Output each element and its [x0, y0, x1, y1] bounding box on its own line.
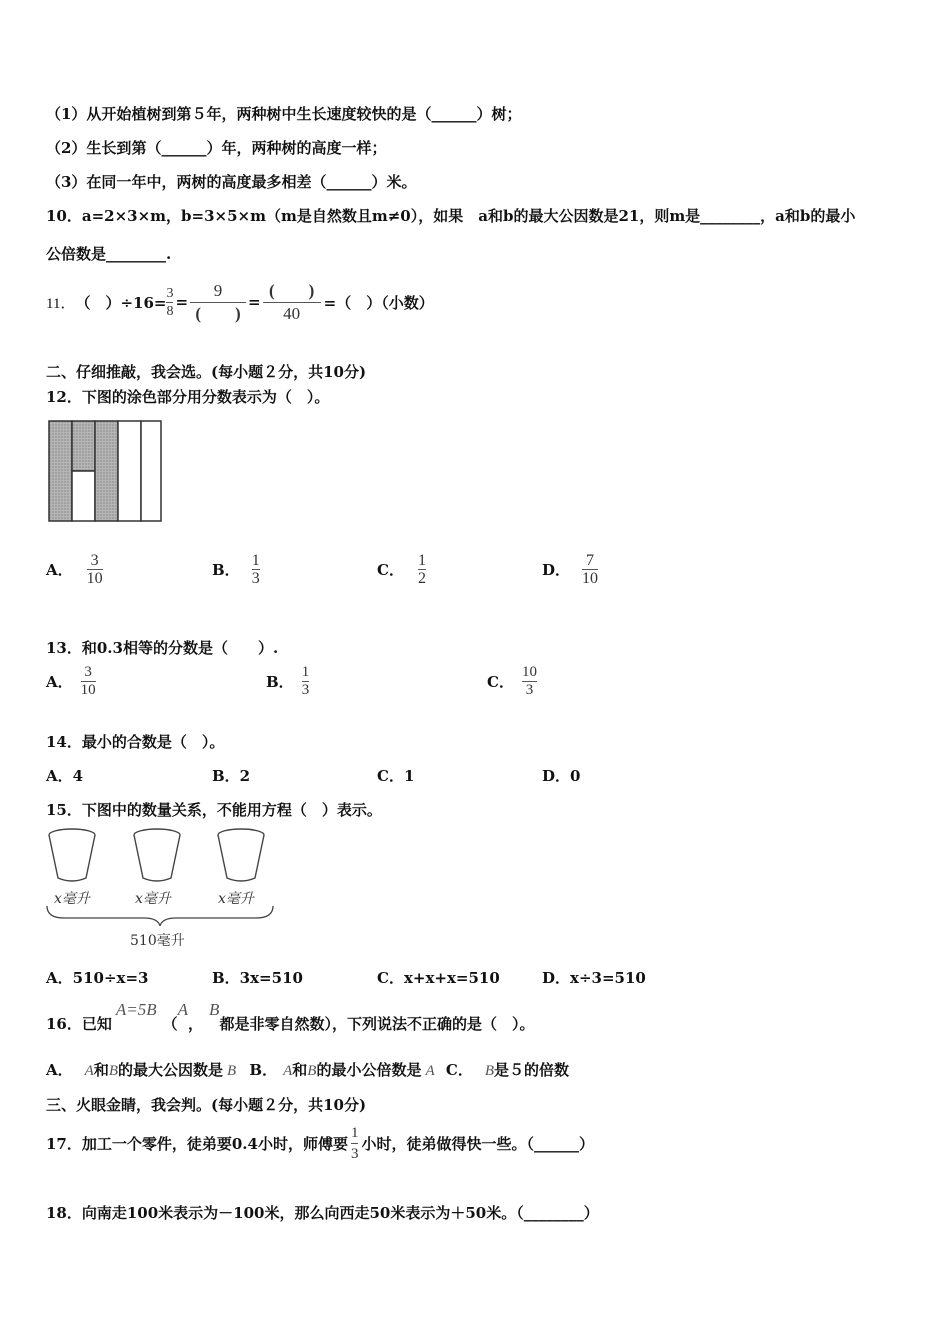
q13-option-a-fraction: $\frac{3}{10}$	[80, 664, 96, 698]
q11-f3-numerator: ( )	[268, 280, 315, 300]
figure-column-3	[95, 421, 118, 521]
q11-eq2: =	[248, 293, 261, 311]
q11-fraction-3	[263, 280, 321, 325]
q12-option-d-fraction: $\frac{7}{10}$	[582, 552, 599, 587]
q9-sub1: （1）从开始植树到第５年，两种树中生长速度较快的是（______）树；	[46, 105, 522, 123]
q15-option-b[interactable]: B．3x=510	[212, 969, 303, 987]
q17-suffix: 小时，徒弟做得快一些。（______）	[361, 1134, 594, 1153]
q16-formula: A=5B	[115, 1000, 157, 1019]
cup-1-label: x毫升	[54, 891, 90, 907]
total-label: 510毫升	[130, 933, 185, 949]
q11-fraction-1	[166, 285, 173, 320]
q12-shaded-figure	[46, 418, 166, 524]
q13-option-b[interactable]	[266, 664, 309, 699]
q17	[46, 1120, 594, 1166]
figure-column-2-bottom	[72, 471, 95, 521]
q15-stem: 15．下图中的数量关系，不能用方程（ ）表示。	[46, 801, 382, 819]
q16-var-a: A	[177, 1000, 189, 1019]
q12-option-b[interactable]	[212, 552, 260, 587]
q14-option-b[interactable]: B．2	[212, 767, 251, 785]
figure-column-1	[49, 421, 72, 521]
q16-comma: ，	[188, 1015, 204, 1033]
q11-f3-denominator: 40	[283, 303, 301, 323]
q11-tail: =（ ）（小数）	[323, 293, 434, 312]
q13-stem: 13．和0.3相等的分数是（ ）.	[46, 639, 279, 657]
q13-option-b-label: B．	[266, 673, 294, 691]
q14-option-d[interactable]: D．0	[542, 767, 581, 785]
q9-sub3: （3）在同一年中，两树的高度最多相差（______）米。	[46, 173, 417, 191]
q13-option-b-fraction: $\frac{1}{3}$	[301, 664, 310, 698]
q11-f2-numerator: 9	[213, 280, 223, 300]
q12-option-a-label: A．	[46, 561, 73, 579]
q9-sub2: （2）生长到第（______）年，两种树的高度一样；	[46, 139, 387, 157]
q11-f1-numerator: 3	[166, 285, 174, 301]
figure-column-4	[118, 421, 141, 521]
section-2-heading: 二、仔细推敲，我会选。(每小题２分，共10分)	[46, 363, 367, 381]
q11-f1-denominator: 8	[166, 303, 174, 319]
q12-option-c-label: C．	[377, 561, 404, 579]
q13-option-a[interactable]	[46, 664, 96, 699]
q12-option-b-label: B．	[212, 561, 240, 579]
q17-prefix: 17．加工一个零件，徒弟要0.4小时，师傅要	[46, 1134, 348, 1153]
cup-2-body	[134, 835, 180, 881]
cup-1-body	[49, 835, 95, 881]
q12-option-c[interactable]	[377, 552, 426, 587]
q15-option-d[interactable]: D．x÷3=510	[542, 969, 646, 987]
q11-number: 11．	[46, 295, 76, 312]
q13-option-a-label: A．	[46, 673, 73, 691]
q16-var-b: B	[209, 1000, 220, 1019]
q12-option-c-fraction: $\frac{1}{2}$	[417, 552, 426, 587]
q13-option-c[interactable]	[487, 664, 537, 699]
q14-option-a[interactable]: A．4	[46, 767, 84, 785]
q14-stem: 14．最小的合数是（ ）。	[46, 733, 225, 751]
q15-option-c[interactable]: C．x+x+x=510	[377, 969, 500, 987]
q13-option-c-label: C．	[487, 673, 514, 691]
q11-eq1: =	[175, 293, 189, 311]
q15-option-a[interactable]: A．510÷x=3	[46, 969, 149, 987]
cup-2-label: x毫升	[135, 891, 171, 907]
q16-rest: 都是非零自然数），下列说法不正确的是（ ）。	[219, 1015, 535, 1033]
q12-stem: 12．下图的涂色部分用分数表示为（ ）。	[46, 388, 330, 406]
q16-option-b[interactable]: B． A和B的最小公倍数是 A	[249, 1061, 435, 1079]
q16-paren: （	[162, 1015, 178, 1033]
q12-option-d-label: D．	[542, 561, 571, 579]
q16-option-c[interactable]: C． B是５的倍数	[445, 1061, 570, 1079]
q12-option-a[interactable]	[46, 552, 103, 587]
q11-f2-denominator: ( )	[195, 303, 241, 323]
q13-option-c-fraction: $\frac{10}{3}$	[521, 664, 537, 698]
cup-3-body	[218, 835, 264, 881]
q11-fraction-2	[190, 280, 246, 325]
q17-fraction: $\frac{1}{3}$	[350, 1124, 359, 1162]
q12-option-b-fraction: $\frac{1}{3}$	[251, 552, 260, 587]
section-3-heading: 三、火眼金睛，我会判。(每小题２分，共10分)	[46, 1096, 367, 1114]
q16-option-a[interactable]: A． A和B的最大公因数是 B	[46, 1061, 237, 1079]
figure-column-2-top	[72, 421, 95, 471]
q16-stem	[46, 1000, 534, 1036]
q16-prefix: 16．已知	[46, 1015, 112, 1033]
q12-option-d[interactable]	[542, 552, 598, 587]
q18: 18．向南走100米表示为－100米，那么向西走50米表示为＋50米。（________）	[46, 1204, 599, 1222]
q14-option-c[interactable]: C．1	[377, 767, 415, 785]
q10-line2: 公倍数是________.	[46, 245, 172, 263]
q15-cups-figure	[44, 826, 279, 926]
cup-3-label: x毫升	[218, 891, 254, 907]
q11-part1: （ ）÷16=	[75, 293, 167, 312]
q16-options	[46, 1059, 569, 1080]
q12-option-a-fraction: $\frac{3}{10}$	[86, 552, 103, 587]
figure-column-5	[141, 421, 161, 521]
q10-line1: 10．a=2×3×m，b=3×5×m（m是自然数且m≠0），如果 a和b的最大公因数是21，则m是________，a和b的最小	[46, 207, 856, 225]
total-brace	[47, 906, 273, 926]
q11	[46, 276, 434, 328]
